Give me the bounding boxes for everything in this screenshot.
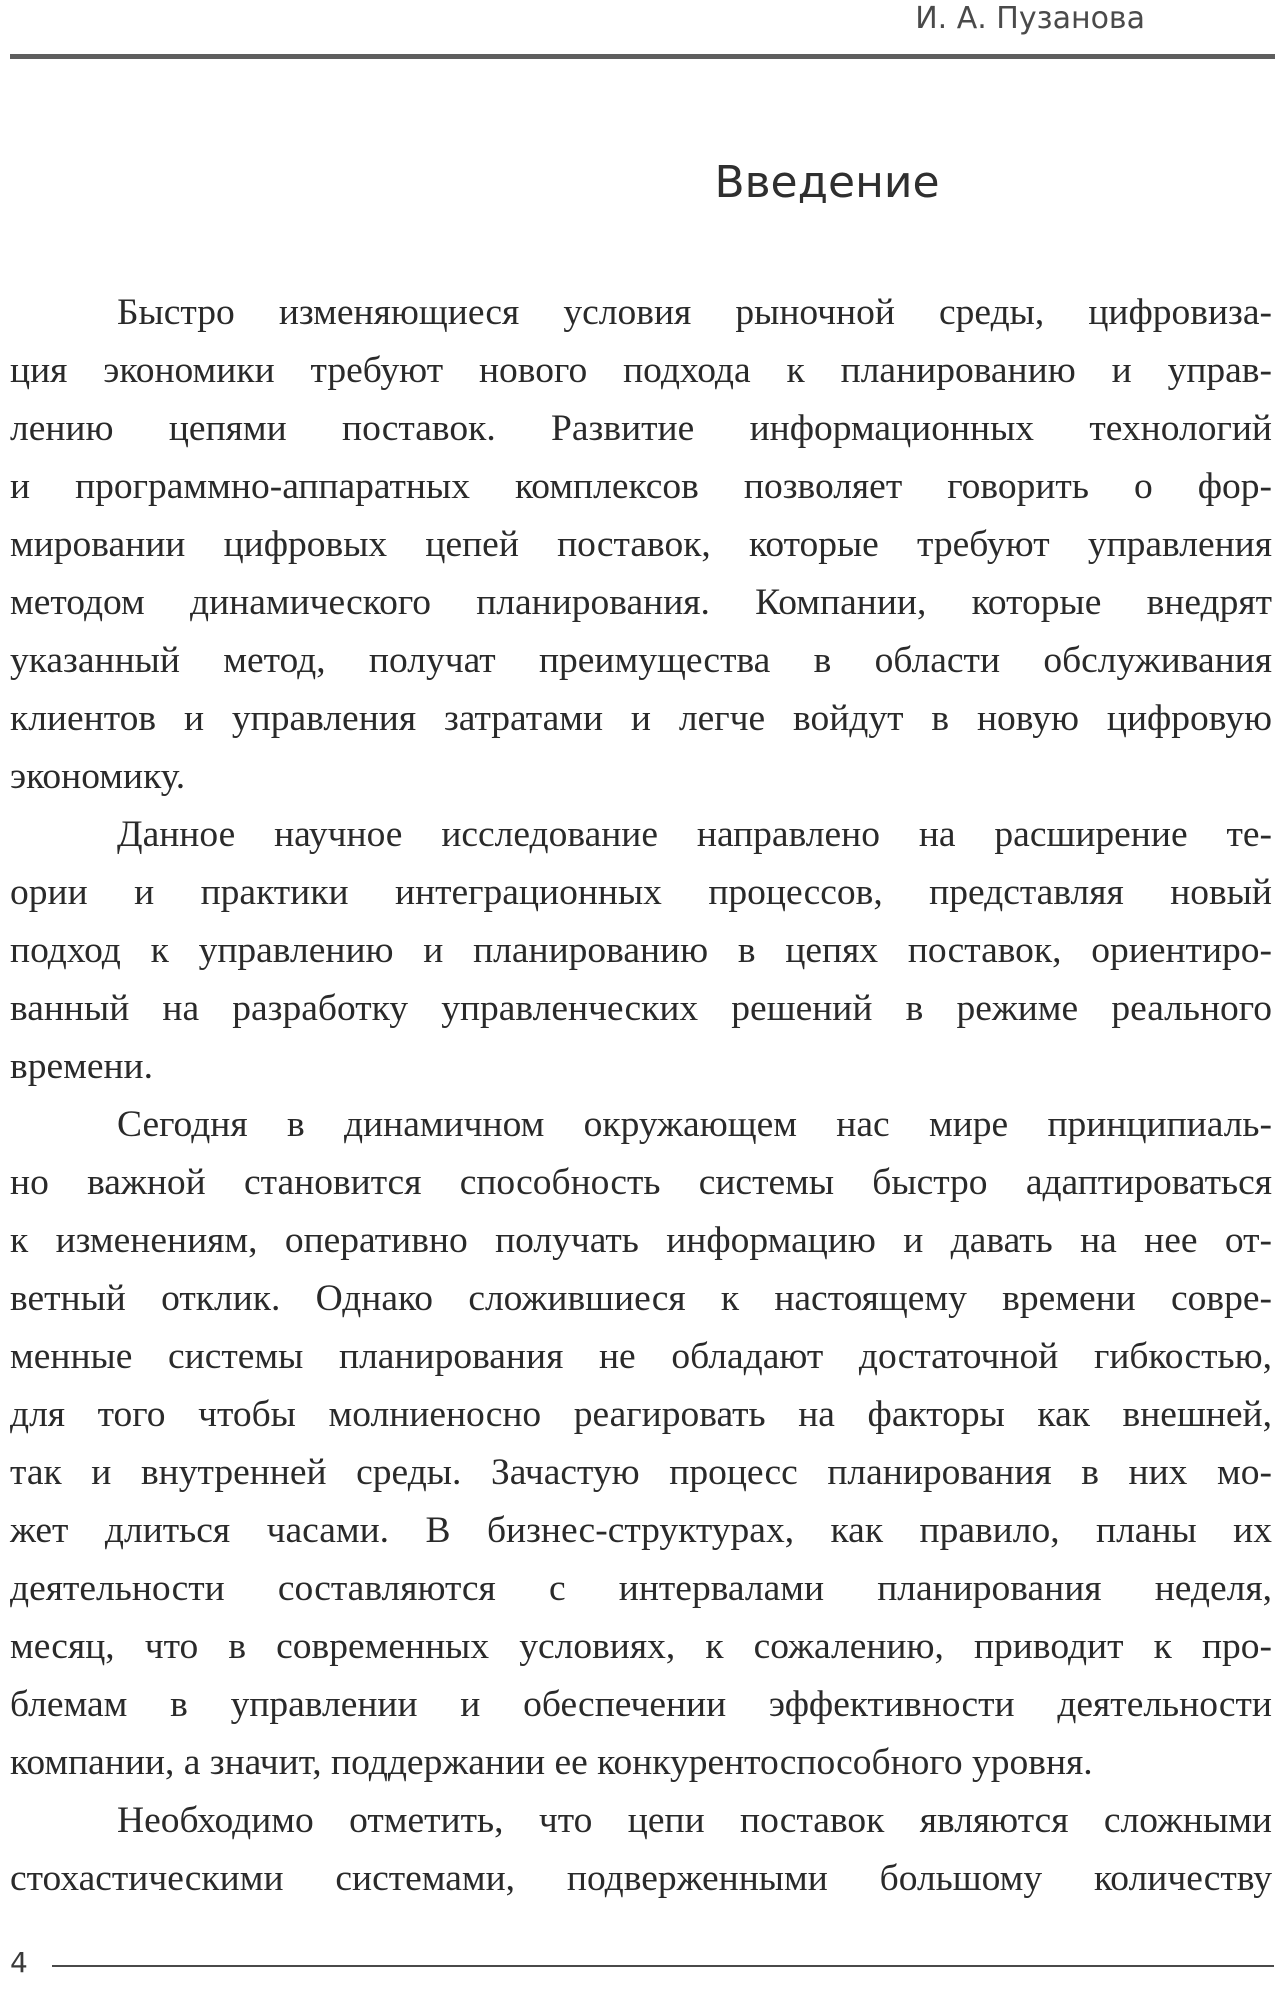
text-line bbox=[10, 458, 1272, 516]
line-text: ванный на разработку управленческих решений в режиме реального bbox=[10, 988, 1272, 1029]
line-text: клиентов и управления затратами и легче войдут в новую цифровую bbox=[10, 698, 1272, 739]
paragraph bbox=[10, 806, 1272, 1096]
chapter-title: Введение bbox=[714, 157, 940, 208]
line-text: экономику. bbox=[10, 756, 186, 797]
line-text: но важной становится способность системы быстро адаптироваться bbox=[10, 1162, 1272, 1203]
line-text: компании, а значит, поддержании ее конкурентоспособного уровня. bbox=[10, 1742, 1093, 1783]
body-text bbox=[10, 284, 1272, 1908]
line-text: мировании цифровых цепей поставок, которые требуют управления bbox=[10, 524, 1272, 565]
text-line bbox=[10, 400, 1272, 458]
line-text: методом динамического планирования. Компании, которые внедрят bbox=[10, 582, 1272, 623]
paragraph bbox=[10, 284, 1272, 806]
line-text: и программно-аппаратных комплексов позволяет говорить о фор- bbox=[10, 466, 1272, 507]
text-line bbox=[10, 1792, 1272, 1850]
line-text: так и внутренней среды. Зачастую процесс планирования в них мо- bbox=[10, 1452, 1272, 1493]
running-head-author: И. А. Пузанова bbox=[915, 1, 1145, 36]
line-text: подход к управлению и планированию в цепях поставок, ориентиро- bbox=[10, 930, 1272, 971]
text-line bbox=[10, 1386, 1272, 1444]
text-line bbox=[10, 1734, 1272, 1792]
line-text: Сегодня в динамичном окружающем нас мире принципиаль- bbox=[117, 1104, 1272, 1145]
line-text: ории и практики интеграционных процессов, представляя новый bbox=[10, 872, 1272, 913]
text-line bbox=[10, 342, 1272, 400]
text-line bbox=[10, 1154, 1272, 1212]
paragraph bbox=[10, 1792, 1272, 1908]
line-text: жет длиться часами. В бизнес-структурах, как правило, планы их bbox=[10, 1510, 1272, 1551]
line-text: месяц, что в современных условиях, к сожалению, приводит к про- bbox=[10, 1626, 1272, 1667]
text-line bbox=[10, 1676, 1272, 1734]
line-text: блемам в управлении и обеспечении эффективности деятельности bbox=[10, 1684, 1272, 1725]
text-line bbox=[10, 1038, 1272, 1096]
text-line bbox=[10, 748, 1272, 806]
page-number: 4 bbox=[10, 1946, 28, 1979]
text-line bbox=[10, 1618, 1272, 1676]
text-line bbox=[10, 1444, 1272, 1502]
text-line bbox=[10, 806, 1272, 864]
line-text: ция экономики требуют нового подхода к планированию и управ- bbox=[10, 350, 1272, 391]
page-footer bbox=[0, 1935, 1284, 1995]
text-line bbox=[10, 1096, 1272, 1154]
text-line bbox=[10, 980, 1272, 1038]
line-text: для того чтобы молниеносно реагировать на факторы как внешней, bbox=[10, 1394, 1272, 1435]
text-line bbox=[10, 1850, 1272, 1908]
footer-rule bbox=[52, 1965, 1274, 1967]
text-line bbox=[10, 1328, 1272, 1386]
line-text: к изменениям, оперативно получать информацию и давать на нее от- bbox=[10, 1220, 1272, 1261]
text-line bbox=[10, 922, 1272, 980]
line-text: деятельности составляются с интервалами планирования неделя, bbox=[10, 1568, 1272, 1609]
line-text: менные системы планирования не обладают достаточной гибкостью, bbox=[10, 1336, 1272, 1377]
text-line bbox=[10, 574, 1272, 632]
text-line bbox=[10, 1560, 1272, 1618]
line-text: Быстро изменяющиеся условия рыночной среды, цифровиза- bbox=[117, 292, 1272, 333]
line-text: ветный отклик. Однако сложившиеся к настоящему времени совре- bbox=[10, 1278, 1272, 1319]
paragraph bbox=[10, 1096, 1272, 1792]
text-line bbox=[10, 1212, 1272, 1270]
text-line bbox=[10, 864, 1272, 922]
line-text: стохастическими системами, подверженными большому количеству bbox=[10, 1858, 1272, 1899]
text-line bbox=[10, 1502, 1272, 1560]
running-head bbox=[10, 0, 1275, 59]
line-text: времени. bbox=[10, 1046, 153, 1087]
text-line bbox=[10, 516, 1272, 574]
text-line bbox=[10, 690, 1272, 748]
line-text: Необходимо отметить, что цепи поставок являются сложными bbox=[117, 1800, 1272, 1841]
text-line bbox=[10, 284, 1272, 342]
line-text: Данное научное исследование направлено на расширение те- bbox=[117, 814, 1272, 855]
line-text: лению цепями поставок. Развитие информационных технологий bbox=[10, 408, 1272, 449]
text-line bbox=[10, 1270, 1272, 1328]
line-text: указанный метод, получат преимущества в области обслуживания bbox=[10, 640, 1272, 681]
text-line bbox=[10, 632, 1272, 690]
